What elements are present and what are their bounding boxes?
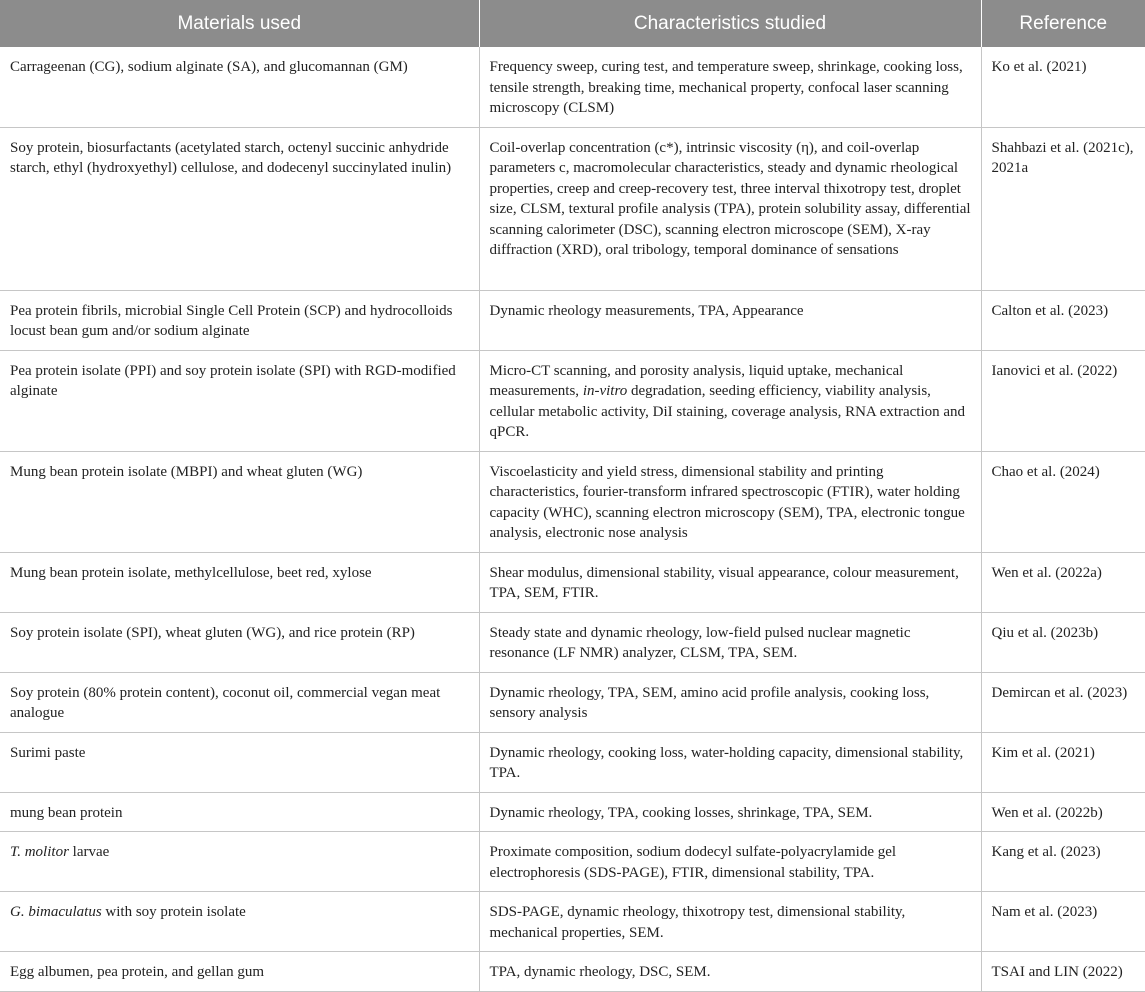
characteristics-cell: Dynamic rheology, cooking loss, water-holding capacity, dimensional stability, TPA. xyxy=(479,732,981,792)
characteristics-cell: Dynamic rheology measurements, TPA, Appearance xyxy=(479,290,981,350)
materials-cell: Pea protein fibrils, microbial Single Cell Protein (SCP) and hydrocolloids locust bean gum and/or sodium alginate xyxy=(0,290,479,350)
table-row xyxy=(0,451,1145,552)
reference-cell: Shahbazi et al. (2021c), 2021a xyxy=(981,127,1145,290)
reference-cell: Ianovici et al. (2022) xyxy=(981,350,1145,451)
reference-cell: Kim et al. (2021) xyxy=(981,732,1145,792)
table-row xyxy=(0,732,1145,792)
species-name: T. molitor xyxy=(10,844,69,860)
materials-cell: Mung bean protein isolate (MBPI) and wheat gluten (WG) xyxy=(0,451,479,552)
table-row xyxy=(0,672,1145,732)
characteristics-cell: Coil-overlap concentration (c*), intrinsic viscosity (η), and coil-overlap parameters c, macromolecular characteristics, steady and dynamic rheological properties, creep and creep-recovery test, three interval thixotropy test, droplet size, CLSM, textural profile analysis (TPA), protein solubility assay, differential scanning calorimeter (DSC), scanning electron microscope (SEM), X-ray diffraction (XRD), oral tribology, temporal dominance of sensations xyxy=(479,127,981,290)
table-row xyxy=(0,612,1145,672)
characteristics-cell: Steady state and dynamic rheology, low-field pulsed nuclear magnetic resonance (LF NMR) analyzer, CLSM, TPA, SEM. xyxy=(479,612,981,672)
characteristics-text: Micro-CT scanning, and porosity analysis, liquid uptake, mechanical measurements, xyxy=(489,362,904,399)
materials-cell xyxy=(0,892,479,952)
table-row xyxy=(0,290,1145,350)
header-characteristics: Characteristics studied xyxy=(479,0,981,47)
materials-cell: Carrageenan (CG), sodium alginate (SA), and glucomannan (GM) xyxy=(0,47,479,127)
header-reference: Reference xyxy=(981,0,1145,47)
materials-cell: Mung bean protein isolate, methylcellulose, beet red, xylose xyxy=(0,552,479,612)
characteristics-cell: Proximate composition, sodium dodecyl sulfate-polyacrylamide gel electrophoresis (SDS-PAGE), FTIR, dimensional stability, TPA. xyxy=(479,832,981,892)
table-row xyxy=(0,792,1145,832)
table-row xyxy=(0,832,1145,892)
reference-cell: Wen et al. (2022b) xyxy=(981,792,1145,832)
species-name: G. bimaculatus xyxy=(10,904,102,920)
materials-cell: Surimi paste xyxy=(0,732,479,792)
table-row xyxy=(0,552,1145,612)
table-row xyxy=(0,350,1145,451)
characteristics-cell: Viscoelasticity and yield stress, dimensional stability and printing characteristics, fourier-transform infrared spectroscopic (FTIR), water holding capacity (WHC), scanning electron microscopy (SEM), TPA, electronic tongue analysis, electronic nose analysis xyxy=(479,451,981,552)
characteristics-cell: SDS-PAGE, dynamic rheology, thixotropy test, dimensional stability, mechanical properties, SEM. xyxy=(479,892,981,952)
characteristics-cell: Dynamic rheology, TPA, cooking losses, shrinkage, TPA, SEM. xyxy=(479,792,981,832)
header-materials: Materials used xyxy=(0,0,479,47)
materials-cell: Soy protein (80% protein content), coconut oil, commercial vegan meat analogue xyxy=(0,672,479,732)
materials-cell xyxy=(0,832,479,892)
reference-cell: Demircan et al. (2023) xyxy=(981,672,1145,732)
reference-cell: Ko et al. (2021) xyxy=(981,47,1145,127)
materials-cell: Soy protein isolate (SPI), wheat gluten (WG), and rice protein (RP) xyxy=(0,612,479,672)
characteristics-cell: Shear modulus, dimensional stability, visual appearance, colour measurement, TPA, SEM, FTIR. xyxy=(479,552,981,612)
header-row xyxy=(0,0,1145,47)
characteristics-text: degradation, seeding efficiency, viability analysis, cellular metabolic activity, DiI staining, coverage analysis, RNA extraction and qPCR. xyxy=(489,383,966,440)
reference-cell: Nam et al. (2023) xyxy=(981,892,1145,952)
characteristics-italic-text: in-vitro xyxy=(582,383,628,399)
materials-text: with soy protein isolate xyxy=(101,904,246,920)
materials-text: larvae xyxy=(68,844,110,860)
materials-cell: Soy protein, biosurfactants (acetylated starch, octenyl succinic anhydride starch, ethyl (hydroxyethyl) cellulose, and dodecenyl succinylated inulin) xyxy=(0,127,479,290)
reference-cell: Kang et al. (2023) xyxy=(981,832,1145,892)
materials-cell: Pea protein isolate (PPI) and soy protein isolate (SPI) with RGD-modified alginate xyxy=(0,350,479,451)
table-row xyxy=(0,47,1145,127)
materials-cell: Egg albumen, pea protein, and gellan gum xyxy=(0,952,479,992)
reference-cell: TSAI and LIN (2022) xyxy=(981,952,1145,992)
reference-cell: Chao et al. (2024) xyxy=(981,451,1145,552)
reference-cell: Qiu et al. (2023b) xyxy=(981,612,1145,672)
materials-cell: mung bean protein xyxy=(0,792,479,832)
table-row xyxy=(0,892,1145,952)
table-row xyxy=(0,952,1145,992)
characteristics-cell: Frequency sweep, curing test, and temperature sweep, shrinkage, cooking loss, tensile strength, breaking time, mechanical property, confocal laser scanning microscopy (CLSM) xyxy=(479,47,981,127)
characteristics-cell: TPA, dynamic rheology, DSC, SEM. xyxy=(479,952,981,992)
characteristics-cell xyxy=(479,350,981,451)
reference-cell: Wen et al. (2022a) xyxy=(981,552,1145,612)
reference-cell: Calton et al. (2023) xyxy=(981,290,1145,350)
table-row xyxy=(0,127,1145,290)
characteristics-cell: Dynamic rheology, TPA, SEM, amino acid profile analysis, cooking loss, sensory analysis xyxy=(479,672,981,732)
